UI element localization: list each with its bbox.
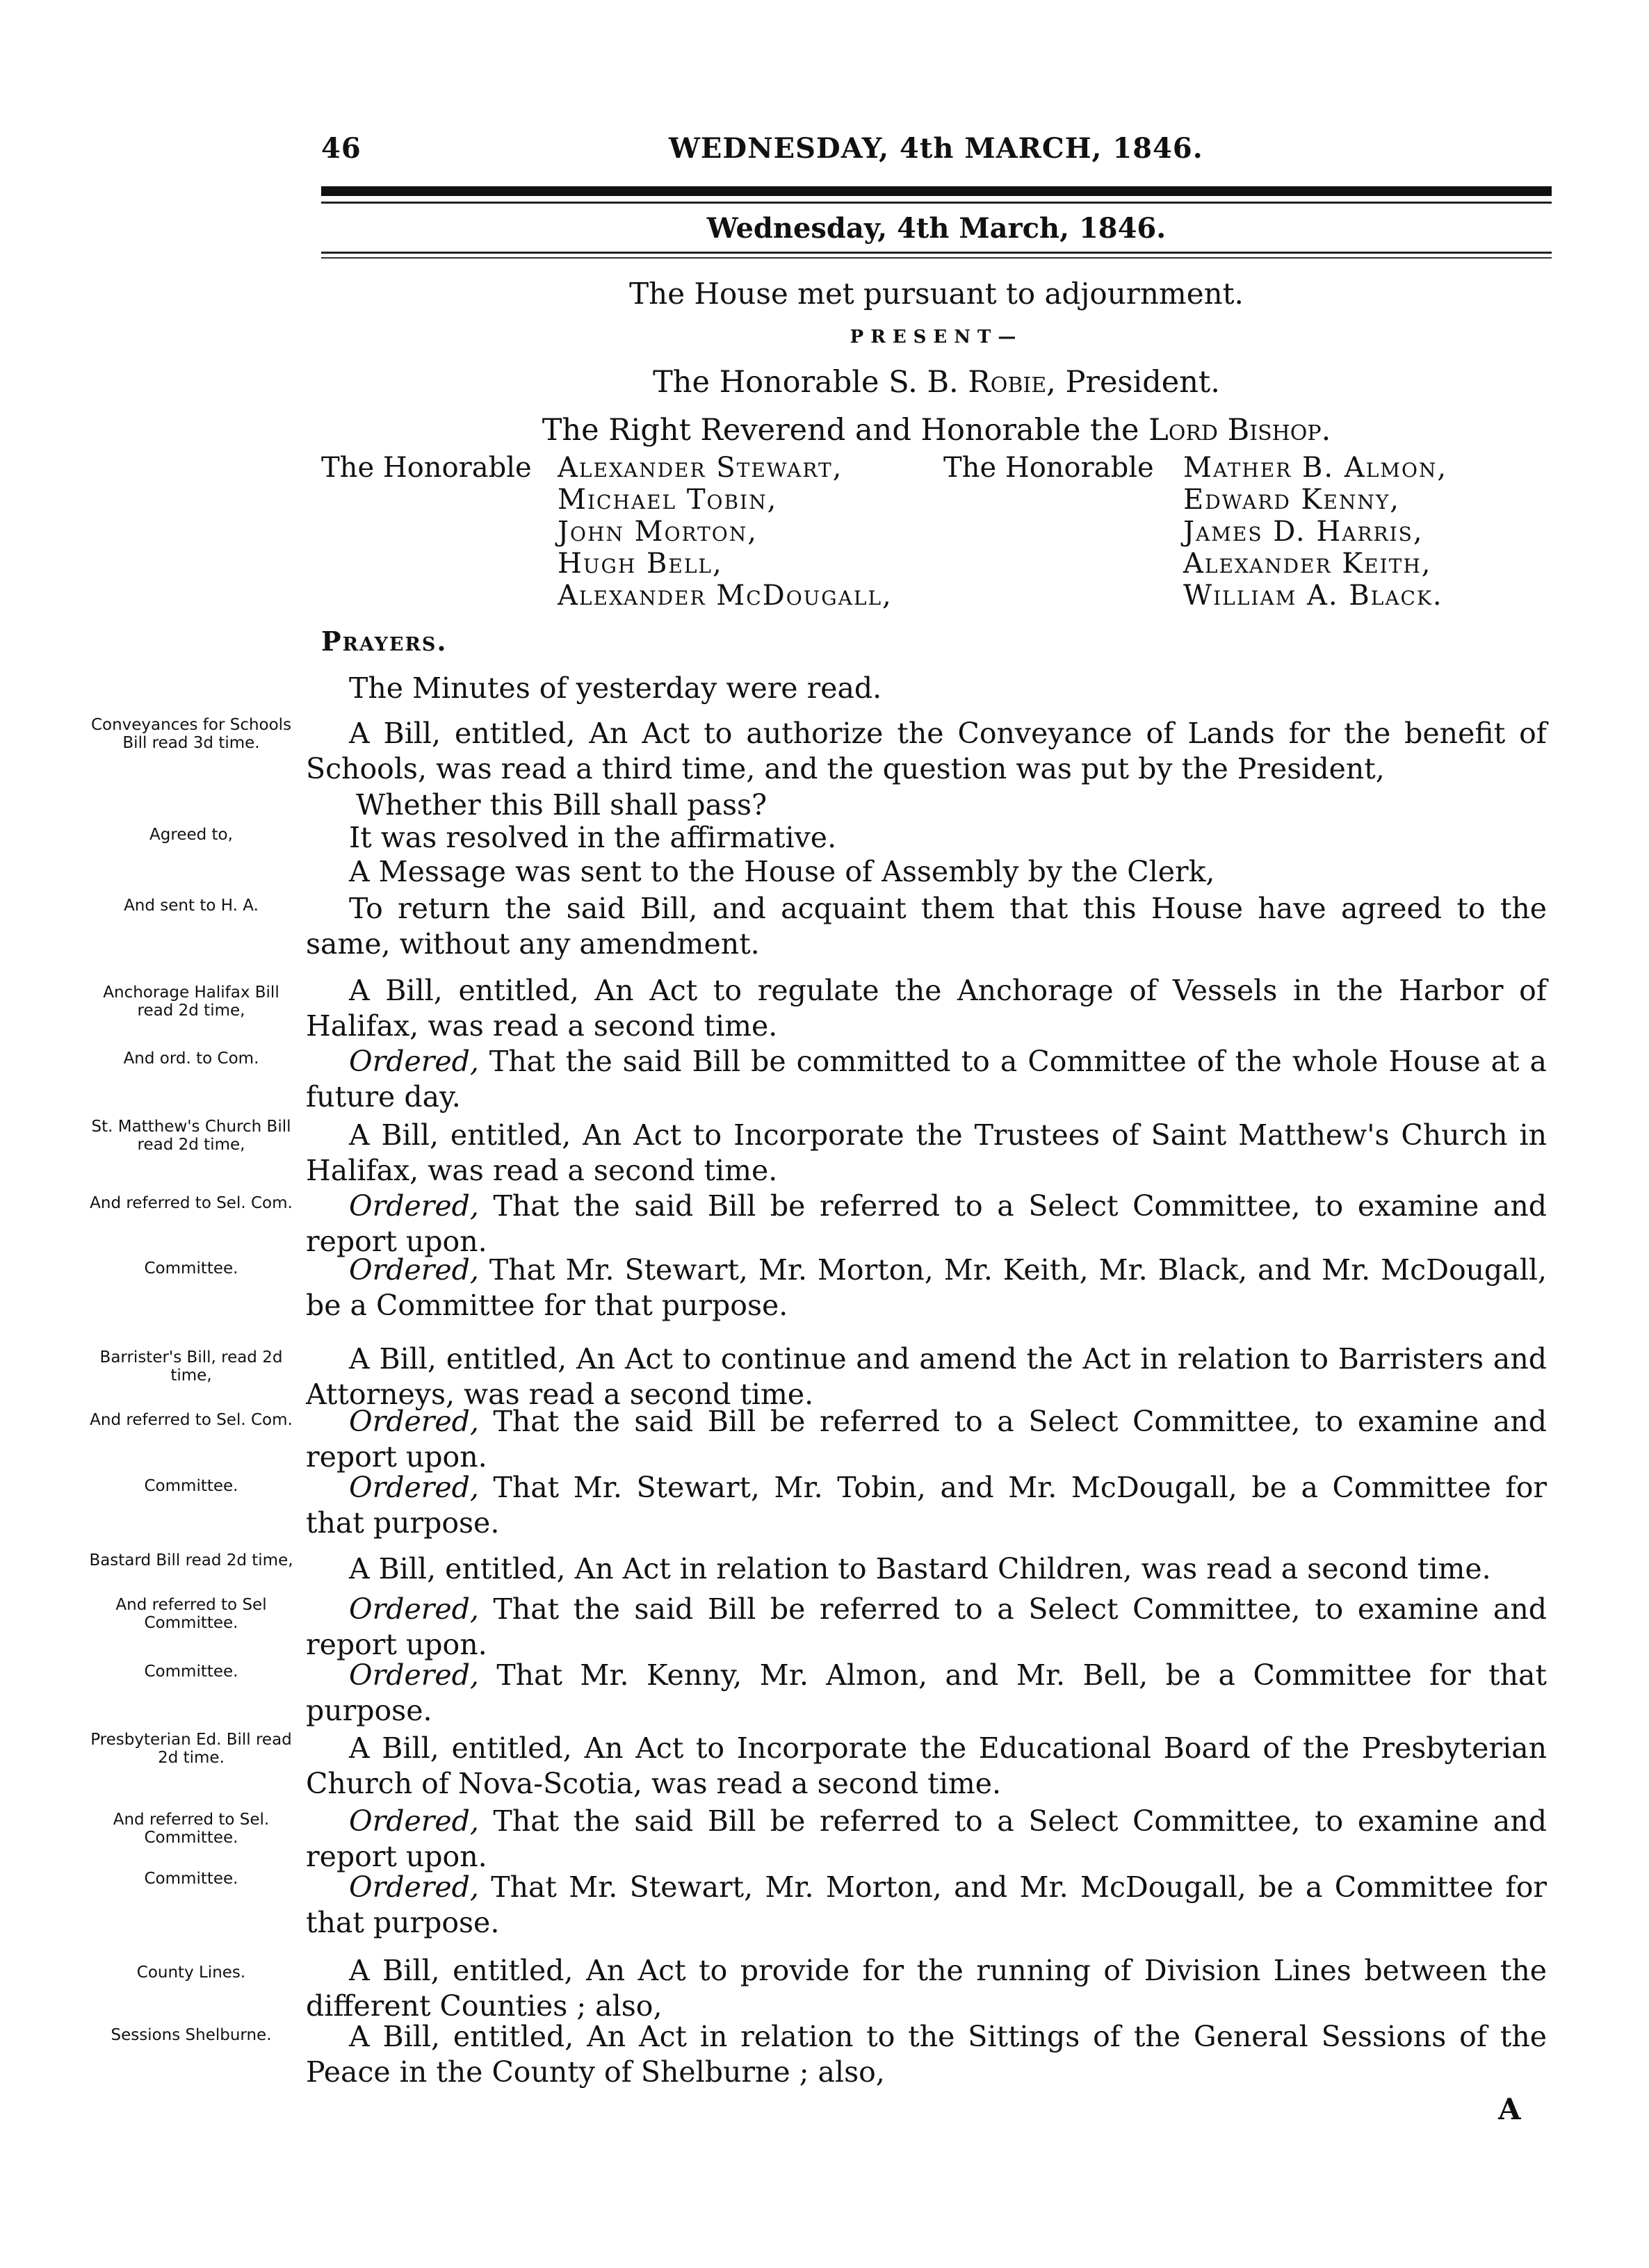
paragraph: A Bill, entitled, An Act to regulate the Anchorage of Vessels in the Harbor of Halifax, was read a second time. [306,974,1547,1043]
paragraph: Whether this Bill shall pass? [356,788,767,822]
paragraph: A Bill, entitled, An Act to continue and amend the Act in relation to Barristers and Attorneys, was read a second time. [306,1342,1547,1411]
member-name: James D. Harris, [1183,516,1424,548]
margin-note: Committee. [144,1663,238,1681]
present-label: PRESENT— [850,327,1023,348]
members-left-column [558,452,893,612]
paragraph-text: That the said Bill be referred to a Select Committee, to examine and report upon. [306,1804,1547,1873]
margin-note: Committee. [144,1477,238,1495]
paragraph: A Bill, entitled, An Act to provide for the running of Division Lines between the different Counties ; also, [306,1954,1547,2023]
paragraph-text: That Mr. Stewart, Mr. Morton, and Mr. McDougall, be a Committee for that purpose. [306,1870,1547,1939]
thin-rule [321,202,1552,204]
member-name: Alexander McDougall, [558,580,893,612]
president-prefix: The Honorable [653,365,879,400]
paragraph [306,1044,1547,1115]
margin-note: St. Matthew's Church Bill read 2d time, [91,1118,291,1154]
member-name: John Morton, [558,516,758,548]
paragraph: A Bill, entitled, An Act to Incorporate the Trustees of Saint Matthew's Church in Halifax, was read a second time. [306,1118,1547,1187]
paragraph-text: That the said Bill be referred to a Select Committee, to examine and report upon. [306,1592,1547,1661]
margin-note: And referred to Sel. Com. [90,1411,293,1429]
paragraph-text: That Mr. Stewart, Mr. Morton, Mr. Keith, Mr. Black, and Mr. McDougall, be a Committee for that purpose. [306,1253,1547,1322]
margin-note: And referred to Sel. Committee. [113,1811,270,1847]
margin-note: Barrister's Bill, read 2d time, [99,1348,283,1385]
ordered-word: Ordered, [349,1045,479,1078]
margin-note: Committee. [144,1870,238,1888]
honorable-right: The Honorable [943,452,1154,484]
paragraph: A Bill, entitled, An Act in relation to Bastard Children, was read a second time. [349,1552,1491,1585]
thin-rule [321,257,1552,259]
sitting-date: Wednesday, 4th March, 1846. [706,212,1167,245]
member-name: Mather B. Almon, [1183,452,1448,484]
paragraph-text: That Mr. Stewart, Mr. Tobin, and Mr. McDougall, be a Committee for that purpose. [306,1471,1547,1540]
margin-note: Agreed to, [149,826,233,844]
honorable-left: The Honorable [321,452,532,484]
paragraph-text: That the said Bill be referred to a Select Committee, to examine and report upon. [306,1405,1547,1474]
ordered-word: Ordered, [349,1405,479,1438]
paragraph [306,1253,1547,1323]
paragraph [306,1870,1547,1941]
paragraph [306,1189,1547,1259]
president-name: S. B. Robie [888,365,1047,400]
ordered-word: Ordered, [349,1253,479,1287]
paragraph [306,1404,1547,1475]
margin-note: Presbyterian Ed. Bill read 2d time. [90,1731,292,1767]
paragraph: It was resolved in the affirmative. [349,821,837,854]
members-right-column [1183,452,1447,612]
paragraph: The Minutes of yesterday were read. [349,671,882,705]
paragraph-text: That Mr. Kenny, Mr. Almon, and Mr. Bell, be a Committee for that purpose. [306,1658,1547,1727]
paragraph [306,1470,1547,1541]
bishop-name: Lord Bishop. [1148,413,1331,448]
catchword: A [1498,2092,1521,2126]
bishop-prefix: The Right Reverend and Honorable the [542,413,1139,448]
paragraph: A Bill, entitled, An Act to authorize the Conveyance of Lands for the benefit of Schools, was read a third time, and the question was put by the President, [306,717,1547,785]
president-suffix: , President. [1046,365,1220,400]
margin-note: Conveyances for Schools Bill read 3d time. [90,716,292,752]
member-name: Hugh Bell, [558,548,723,580]
page-number: 46 [321,132,362,165]
bishop-line [321,413,1552,448]
margin-note: Anchorage Halifax Bill read 2d time, [103,984,279,1020]
ordered-word: Ordered, [349,1804,479,1838]
paragraph-text: That the said Bill be referred to a Select Committee, to examine and report upon. [306,1189,1547,1258]
member-name: Alexander Stewart, [558,452,843,484]
ordered-word: Ordered, [349,1658,479,1692]
ordered-word: Ordered, [349,1471,479,1504]
margin-note: Sessions Shelburne. [111,2026,272,2044]
member-name: Edward Kenny, [1183,484,1401,516]
margin-note: Committee. [144,1259,238,1278]
paragraph [306,1592,1547,1663]
ordered-word: Ordered, [349,1189,479,1223]
paragraph: To return the said Bill, and acquaint them that this House have agreed to the same, without any amendment. [306,892,1547,961]
thin-rule [321,252,1552,254]
margin-note: Bastard Bill read 2d time, [89,1551,293,1569]
margin-note: And ord. to Com. [123,1050,259,1068]
paragraph [306,1804,1547,1875]
prayers-heading: Prayers. [321,626,448,657]
member-name: Alexander Keith, [1183,548,1432,580]
margin-note: And sent to H. A. [124,897,259,915]
member-name: Michael Tobin, [558,484,778,516]
paragraph [306,1658,1547,1729]
margin-note: County Lines. [136,1964,246,1982]
ordered-word: Ordered, [349,1870,479,1904]
paragraph-text: That the said Bill be committed to a Committee of the whole House at a future day. [306,1045,1547,1113]
member-name: William A. Black. [1183,580,1443,612]
margin-note: And referred to Sel. Com. [90,1194,293,1212]
paragraph: A Bill, entitled, An Act to Incorporate the Educational Board of the Presbyterian Church of Nova-Scotia, was read a second time. [306,1731,1547,1800]
thick-rule [321,186,1552,196]
president-line [321,365,1552,400]
ordered-word: Ordered, [349,1592,479,1626]
margin-note: And referred to Sel Committee. [115,1596,267,1632]
paragraph: A Message was sent to the House of Assembly by the Clerk, [349,855,1215,888]
paragraph: A Bill, entitled, An Act in relation to the Sittings of the General Sessions of the Peace in the County of Shelburne ; also, [306,2020,1547,2089]
running-title: WEDNESDAY, 4th MARCH, 1846. [669,132,1203,165]
met-line: The House met pursuant to adjournment. [629,277,1244,311]
